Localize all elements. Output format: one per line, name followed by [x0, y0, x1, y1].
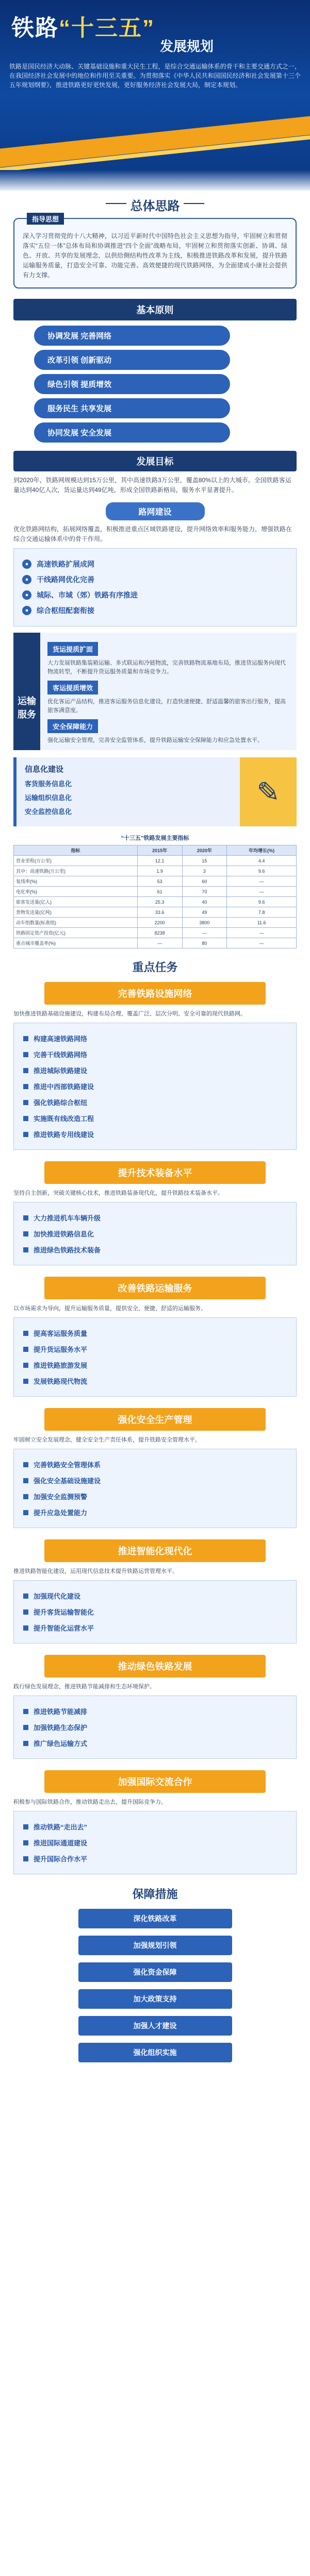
table-cell: 80: [182, 938, 227, 948]
task-text: 坚持自主创新，突破关键核心技术，推进铁路装备现代化，提升铁路技术装备水平。: [13, 1190, 223, 1196]
bullet-icon: [23, 1084, 28, 1089]
table-cell: 1.9: [137, 866, 182, 876]
task-item-label: 推进铁路旅游发展: [34, 1362, 88, 1369]
bullet-icon: [23, 1840, 28, 1845]
task-title: 加强国际交流合作: [44, 1770, 266, 1793]
bullet-icon: ●: [22, 575, 31, 584]
table-cell: 53: [137, 876, 182, 887]
freight-subtitle: 货运提质扩面: [47, 642, 98, 656]
bullet-icon: [23, 1510, 28, 1515]
principle-item: 协同发展 安全发展: [34, 422, 230, 443]
task-item: [23, 1738, 287, 1748]
table-cell: 61: [137, 887, 182, 897]
task-item-label: 推进绿色铁路技术装备: [34, 1246, 101, 1254]
task-list: [13, 1023, 297, 1150]
bullet-icon: [23, 1116, 28, 1121]
task-item-label: 加强铁路生态保护: [34, 1724, 88, 1732]
task-item-label: 构建高速铁路网络: [34, 1035, 88, 1043]
table-row: [14, 866, 297, 876]
task-item: [23, 1344, 287, 1354]
principles-section: [13, 299, 297, 443]
info-block: [13, 757, 297, 826]
bullet-icon: [23, 1824, 28, 1829]
bullet-icon: [23, 1741, 28, 1746]
task-item-label: 推进中西部铁路建设: [34, 1083, 94, 1091]
table-cell: 重点城市覆盖率(%): [14, 938, 138, 948]
passenger-subtitle: 客运提质增效: [47, 681, 98, 694]
bullet-icon: [23, 1494, 28, 1499]
table-caption: “十三五”铁路发展主要指标: [121, 835, 189, 841]
task-text: 践行绿色发展理念，推进铁路节能减排和生态环境保护。: [13, 1684, 155, 1690]
table-cell: 25.3: [137, 897, 182, 907]
measures-section: [13, 1886, 297, 2062]
bullet-icon: [23, 1594, 28, 1599]
info-item: 运输组织信息化: [25, 794, 72, 802]
table-cell: —: [227, 876, 297, 887]
table-header: 2015年: [137, 845, 182, 856]
task-list: [13, 1580, 297, 1643]
table-cell: 9.6: [227, 897, 297, 907]
task-item-label: 加强安全监测预警: [34, 1493, 88, 1501]
table-row: [14, 938, 297, 948]
bullet-icon: [23, 1625, 28, 1631]
bullet-icon: [23, 1132, 28, 1137]
principle-item: 绿色引领 提质增效: [34, 374, 230, 394]
task-list: [13, 1202, 297, 1265]
passenger-text: 优化客运产品结构，推进客运服务信息化建设，打造快速便捷、舒适温馨的旅客出行服务，提高旅客满意度。: [47, 699, 286, 714]
table-row: [14, 876, 297, 887]
task-item: [23, 1129, 287, 1139]
table-cell: 33.6: [137, 907, 182, 918]
measure-item: 加强规划引领: [78, 1936, 232, 1955]
task-item-label: 推进城际铁路建设: [34, 1067, 88, 1075]
task-item-label: 推广绿色运输方式: [34, 1740, 88, 1748]
task-section: [13, 1539, 297, 1643]
network-list: [13, 548, 297, 626]
list-item: [22, 559, 288, 569]
page-subtitle: 发展规划: [160, 39, 214, 54]
measure-item: 加强人才建设: [78, 2016, 232, 2036]
table-cell: 49: [182, 907, 227, 918]
table-row: [14, 897, 297, 907]
bullet-icon: [23, 1379, 28, 1384]
table-cell: 15: [182, 856, 227, 866]
task-item-label: 加强现代化建设: [34, 1592, 81, 1600]
table-cell: —: [227, 928, 297, 938]
guide-card: [13, 215, 297, 289]
section-title-overall: 总体思路: [0, 196, 310, 214]
principle-item: 改革引领 创新驱动: [34, 350, 230, 370]
task-item: [23, 1360, 287, 1370]
bullet-icon: ●: [22, 606, 31, 615]
principles-banner: 基本原则: [13, 299, 297, 320]
task-item-label: 提升国际合作水平: [34, 1855, 88, 1863]
task-item-label: 推进铁路专用线建设: [34, 1131, 94, 1139]
bullet-icon: [23, 1609, 28, 1615]
task-item-label: 大力推进机车车辆升级: [34, 1214, 101, 1222]
task-list: [13, 1317, 297, 1397]
guide-text: 深入学习贯彻党的十八大精神，以习近平新时代中国特色社会主义思想为指导，牢固树立和贯彻落实“五位一体”总体布局和协调推进“四个全面”战略布局，牢固树立和贯彻落实创新、协调、绿色、开放、共享的发展理念，以供给侧结构性改革为主线，积极推进铁路改革和发展，提升铁路运输服务质量，打造安全可靠、功能完善、高效便捷的现代铁路网络，为全面建成小康社会提供有力支撑。: [23, 232, 287, 279]
task-item: [23, 1328, 287, 1338]
bullet-icon: [23, 1215, 28, 1221]
task-item-label: 提升货运服务水平: [34, 1346, 88, 1353]
table-cell: 40: [182, 897, 227, 907]
principle-item: 服务民生 共享发展: [34, 398, 230, 418]
table-cell: 60: [182, 876, 227, 887]
task-item: [23, 1245, 287, 1255]
task-item: [23, 1460, 287, 1469]
lead-paragraph: 铁路是国民经济大动脉、关键基础设施和重大民生工程，是综合交通运输体系的骨干和主要交通方式之一，在我国经济社会发展中的地位和作用至关重要。为贯彻落实《中华人民共和国国民经济和社会发展第十三个五年规划纲要》，推进铁路更好更快发展，更好服务经济社会发展大局，制定本规划。: [9, 63, 301, 89]
transport-side-label: 运输服务: [13, 633, 40, 750]
task-item: [23, 1492, 287, 1501]
list-item-label: 城际、市域（郊）铁路有序推进: [37, 591, 138, 599]
table-cell: —: [227, 887, 297, 897]
indicator-table: [13, 845, 297, 948]
bullet-icon: [23, 1478, 28, 1483]
page-title: [11, 9, 155, 42]
task-section: [13, 1770, 297, 1874]
list-item: [22, 605, 288, 616]
table-row: [14, 918, 297, 928]
bullet-icon: [23, 1052, 28, 1057]
bullet-icon: ●: [22, 590, 31, 600]
task-item: [23, 1081, 287, 1091]
task-title: 提升技术装备水平: [44, 1161, 266, 1184]
task-section: [13, 982, 297, 1150]
task-title: 完善铁路设施网络: [44, 982, 266, 1005]
list-item-label: 综合枢纽配套衔接: [37, 606, 94, 615]
table-cell: 7.8: [227, 907, 297, 918]
task-item: [23, 1097, 287, 1107]
table-cell: 其中：高速铁路(万公里): [14, 866, 138, 876]
task-item: [23, 1213, 287, 1223]
table-header: 2020年: [182, 845, 227, 856]
safety-text: 强化运输安全管理，完善安全监管体系，提升铁路运输安全保障能力和应急处置水平。: [47, 737, 263, 743]
task-text: 牢固树立安全发展理念，健全安全生产责任体系，提升铁路安全管理水平。: [13, 1437, 201, 1443]
task-item-label: 强化铁路综合枢纽: [34, 1099, 88, 1107]
list-item: [22, 574, 288, 585]
safety-subtitle: 安全保障能力: [47, 719, 98, 733]
task-item-label: 完善干线铁路网络: [34, 1051, 88, 1059]
measure-item: 深化铁路改革: [78, 1909, 232, 1928]
table-header-row: [14, 845, 297, 856]
task-item: [23, 1591, 287, 1601]
bullet-icon: [23, 1247, 28, 1252]
hero-banner: [0, 0, 310, 170]
task-list: [13, 1811, 297, 1874]
task-item: [23, 1722, 287, 1732]
task-item-label: 实施既有线改造工程: [34, 1115, 94, 1123]
list-item: [22, 590, 288, 600]
bullet-icon: [23, 1363, 28, 1368]
bullet-icon: [23, 1231, 28, 1236]
task-item-label: 提高客运服务质量: [34, 1330, 88, 1337]
table-cell: 11.6: [227, 918, 297, 928]
bullet-icon: [23, 1856, 28, 1861]
title-highlight: “十三五”: [59, 15, 155, 41]
info-list: [13, 757, 240, 826]
task-item: [23, 1854, 287, 1863]
task-text: 推进铁路智能化建设，运用现代信息技术提升铁路运营管理水平。: [13, 1568, 178, 1574]
task-item: [23, 1623, 287, 1633]
table-cell: 复线率(%): [14, 876, 138, 887]
table-header: 年均增长(%): [227, 845, 297, 856]
task-title: 改善铁路运输服务: [44, 1277, 266, 1299]
table-cell: 8238: [137, 928, 182, 938]
task-list: [13, 1696, 297, 1759]
task-item-label: 提升智能化运营水平: [34, 1624, 94, 1632]
task-item-label: 推进铁路节能减排: [34, 1708, 88, 1716]
pen-icon: ✎: [240, 757, 297, 826]
task-item: [23, 1607, 287, 1617]
goals-banner: 发展目标: [13, 451, 297, 471]
table-cell: —: [227, 938, 297, 948]
task-item: [23, 1376, 287, 1386]
list-item-label: 干线路网优化完善: [37, 575, 94, 584]
table-cell: 70: [182, 887, 227, 897]
task-item-label: 加快推进铁路信息化: [34, 1230, 94, 1238]
bullet-icon: [23, 1709, 28, 1714]
table-cell: 12.1: [137, 856, 182, 866]
task-item: [23, 1706, 287, 1716]
task-item-label: 强化安全基础设施建设: [34, 1477, 101, 1485]
task-item: [23, 1065, 287, 1075]
table-row: [14, 887, 297, 897]
hero-transition: [0, 170, 310, 191]
table-cell: 电化率(%): [14, 887, 138, 897]
title-prefix: 铁路: [11, 15, 59, 41]
task-item-label: 完善铁路安全管理体系: [34, 1461, 101, 1469]
bullet-icon: [23, 1036, 28, 1041]
table-row: [14, 928, 297, 938]
table-cell: 铁路固定资产投资(亿元): [14, 928, 138, 938]
table-row: [14, 856, 297, 866]
info-title: 信息化建设: [25, 765, 64, 774]
measure-item: 强化资金保障: [78, 1962, 232, 1982]
task-text: 积极参与国际铁路合作，推动铁路走出去，提升国际竞争力。: [13, 1799, 167, 1805]
measure-item: 强化组织实施: [78, 2043, 232, 2062]
task-item-label: 提升客货运输智能化: [34, 1608, 94, 1616]
task-item: [23, 1229, 287, 1239]
tasks-heading: 重点任务: [132, 961, 178, 974]
task-title: 推进智能化现代化: [44, 1539, 266, 1562]
task-text: 加快推进铁路基础设施建设，构建布局合理、覆盖广泛、层次分明、安全可靠的现代铁路网。: [13, 1011, 246, 1017]
task-item-label: 推进国际通道建设: [34, 1839, 88, 1847]
task-item-label: 提升应急处置能力: [34, 1509, 88, 1517]
task-item-label: 推动铁路“走出去”: [34, 1823, 88, 1831]
bullet-icon: [23, 1462, 28, 1467]
task-list: [13, 1449, 297, 1528]
table-cell: 动车组数量(标准组): [14, 918, 138, 928]
table-cell: 货物发送量(亿吨): [14, 907, 138, 918]
network-banner: 路网建设: [106, 502, 205, 520]
bullet-icon: [23, 1347, 28, 1352]
task-item: [23, 1822, 287, 1832]
table-cell: 4.4: [227, 856, 297, 866]
table-cell: 3: [182, 866, 227, 876]
measures-heading: 保障措施: [132, 1888, 178, 1901]
info-item: 客货服务信息化: [25, 780, 72, 788]
table-cell: 2200: [137, 918, 182, 928]
task-item: [23, 1476, 287, 1485]
info-item: 安全监控信息化: [25, 808, 72, 816]
transport-service-block: [13, 633, 297, 750]
guide-tag: 指导思想: [27, 213, 64, 225]
task-item: [23, 1507, 287, 1517]
table-header: 指标: [14, 845, 138, 856]
task-title: 强化安全生产管理: [44, 1408, 266, 1431]
task-section: [13, 1277, 297, 1397]
table-row: [14, 907, 297, 918]
freight-text: 大力发展铁路集装箱运输、多式联运和冷链物流，完善铁路物流基地布局，推进货运服务向现代物流转型，不断提升货运服务质量和市场竞争力。: [47, 660, 286, 675]
bullet-icon: [23, 1068, 28, 1073]
task-item-label: 发展铁路现代物流: [34, 1378, 88, 1385]
table-cell: 3800: [182, 918, 227, 928]
task-item: [23, 1049, 287, 1059]
table-cell: 旅客发送量(亿人): [14, 897, 138, 907]
task-item: [23, 1113, 287, 1123]
task-text: 以市场需求为导向，提升运输服务质量，提供安全、便捷、舒适的运输服务。: [13, 1306, 206, 1312]
transport-body: [40, 633, 297, 750]
principle-item: 协调发展 完善网络: [34, 326, 230, 346]
task-section: [13, 1655, 297, 1759]
table-cell: —: [137, 938, 182, 948]
task-section: [13, 1408, 297, 1528]
list-item-label: 高速铁路扩展成网: [37, 560, 94, 568]
network-text: 优化铁路网结构，拓展网络覆盖，积极推进重点区域铁路建设，提升网络效率和服务能力，增强铁路在综合交通运输体系中的骨干作用。: [13, 526, 292, 543]
task-section: [13, 1161, 297, 1265]
task-item: [23, 1838, 287, 1848]
table-cell: 营业里程(万公里): [14, 856, 138, 866]
bullet-icon: ●: [22, 560, 31, 569]
bullet-icon: [23, 1725, 28, 1730]
measure-item: 加大政策支持: [78, 1989, 232, 2009]
table-cell: 9.6: [227, 866, 297, 876]
task-item: [23, 1033, 287, 1043]
bullet-icon: [23, 1100, 28, 1105]
table-cell: —: [182, 928, 227, 938]
bullet-icon: [23, 1331, 28, 1336]
task-title: 推动绿色铁路发展: [44, 1655, 266, 1677]
goals-text: 到2020年，铁路网规模达到15万公里，其中高速铁路3万公里，覆盖80%以上的大城市。全国铁路客运量达到40亿人次，货运量达到49亿吨，形成全国铁路新格局，服务水平显著提升。: [13, 477, 291, 494]
